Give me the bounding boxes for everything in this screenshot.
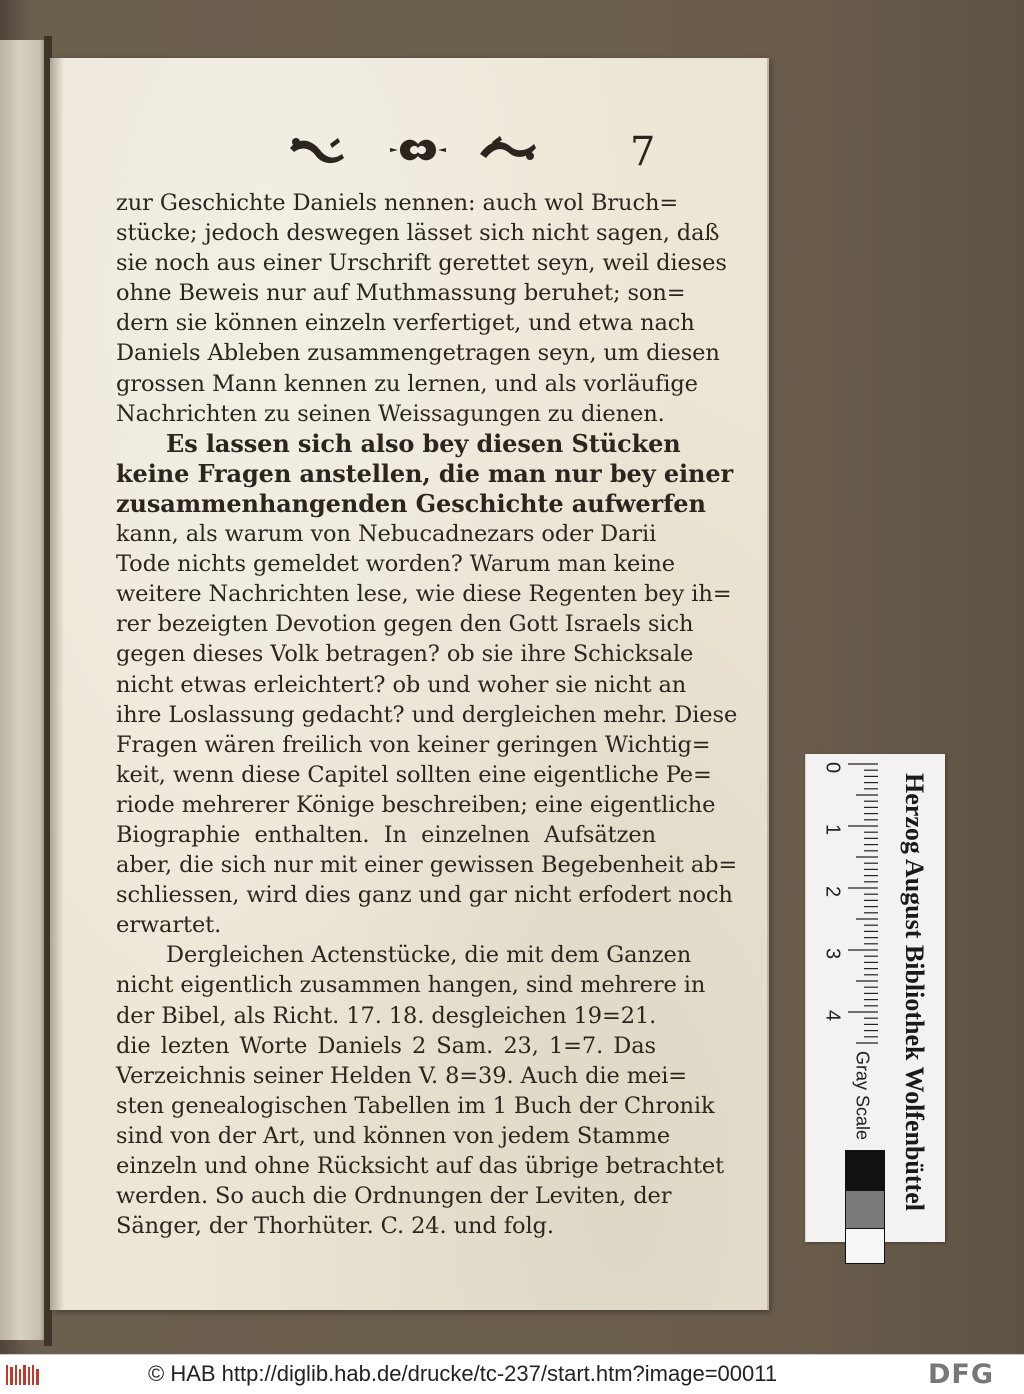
text-line: der Bibel, als Richt. 17. 18. desgleichen 19=21. — [116, 1002, 657, 1029]
text-line: sten genealogischen Tabellen im 1 Buch der Chronik — [116, 1092, 715, 1119]
gray-swatch-dark — [845, 1150, 885, 1190]
text-line: nicht etwas erleichtert? ob und woher sie nicht an — [116, 671, 687, 698]
text-line: zur Geschichte Daniels nennen: auch wol Bruch= — [116, 190, 679, 216]
ruler-number: 2 — [821, 885, 844, 898]
text-line: Tode nichts gemeldet worden? Warum man keine — [116, 551, 675, 578]
ruler-number: 1 — [821, 823, 844, 836]
footer-credit-link[interactable]: © HAB http://diglib.hab.de/drucke/tc-237/start.htm?image=00011 — [148, 1361, 778, 1386]
page-number: 7 — [630, 129, 656, 175]
book-page — [50, 58, 767, 1310]
page-gutter — [50, 58, 64, 1310]
text-line: Dergleichen Actenstücke, die mit dem Ganzen — [166, 942, 692, 969]
ruler-number: 4 — [821, 1009, 844, 1022]
text-line: ihre Loslassung gedacht? und dergleichen mehr. Diese — [116, 701, 738, 728]
text-line: aber, die sich nur mit einer gewissen Begebenheit ab= — [116, 852, 738, 879]
gray-scale-label: Gray Scale — [852, 1050, 873, 1141]
text-line: schliessen, wird dies ganz und gar nicht erfodert noch — [116, 882, 733, 909]
footer-bar — [0, 1354, 1024, 1394]
text-line: erwartet. — [116, 912, 222, 939]
text-line: keit, wenn diese Capitel sollten eine eigentliche Pe= — [116, 761, 712, 788]
text-line: riode mehrerer Könige beschreiben; eine eigentliche — [116, 791, 716, 818]
text-line: nicht eigentlich zusammen hangen, sind mehrere in — [116, 972, 706, 999]
library-label — [894, 762, 934, 1232]
text-line: sie noch aus einer Urschrift gerettet seyn, weil dieses — [116, 250, 727, 277]
text-line: werden. So auch die Ordnungen der Leviten, der — [116, 1183, 672, 1210]
gray-scale-label-wrap — [842, 1045, 882, 1155]
text-line: rer bezeigten Devotion gegen den Gott Israels sich — [116, 611, 694, 638]
text-line: Es lassen sich also bey diesen Stücken — [166, 428, 681, 458]
text-line: ohne Beweis nur auf Muthmassung beruhet; son= — [116, 280, 686, 307]
ruler-number: 3 — [821, 947, 844, 960]
library-name: Herzog August Bibliothek Wolfenbüttel — [900, 773, 929, 1211]
dfg-logo: DFG — [928, 1359, 995, 1390]
text-block — [116, 188, 738, 1241]
gray-swatch-mid — [845, 1190, 885, 1230]
text-line: stücke; jedoch deswegen lässet sich nicht sagen, daß — [116, 220, 720, 247]
text-line: gegen dieses Volk betragen? ob sie ihre Schicksale — [116, 641, 694, 668]
text-line: Verzeichnis seiner Helden V. 8=39. Auch die mei= — [116, 1062, 688, 1089]
text-line: die lezten Worte Daniels 2 Sam. 23, 1=7. Das — [116, 1032, 656, 1059]
text-line: kann, als warum von Nebucadnezars oder Darii — [116, 521, 657, 548]
text-line: grossen Mann kennen zu lernen, und als vorläufige — [116, 370, 698, 397]
text-line: keine Fragen anstellen, die man nur bey einer — [116, 458, 734, 488]
text-line: sind von der Art, und können von jedem Stamme — [116, 1122, 671, 1149]
ruler-number: 0 — [821, 761, 844, 774]
text-line: dern sie können einzeln verfertiget, und etwa nach — [116, 310, 695, 337]
text-line: Fragen wären freilich von keiner geringen Wichtig= — [116, 731, 711, 758]
text-line: Daniels Ableben zusammengetragen seyn, um diesen — [116, 340, 720, 367]
text-line: Nachrichten zu seinen Weissagungen zu dienen. — [116, 400, 665, 427]
text-line: weitere Nachrichten lese, wie diese Regenten bey ih= — [116, 581, 732, 608]
text-line: einzeln und ohne Rücksicht auf das übrige betrachtet — [116, 1153, 725, 1179]
text-line: Biographie enthalten. In einzelnen Aufsätzen — [116, 821, 656, 848]
hab-barcode-logo-icon — [6, 1363, 42, 1387]
text-line: Sänger, der Thorhüter. C. 24. und folg. — [116, 1213, 554, 1240]
printer-ornament-icon — [282, 130, 542, 170]
left-page-edge — [0, 40, 46, 1340]
gray-swatch-light — [845, 1228, 885, 1264]
text-line: zusammenhangenden Geschichte aufwerfen — [116, 488, 706, 518]
